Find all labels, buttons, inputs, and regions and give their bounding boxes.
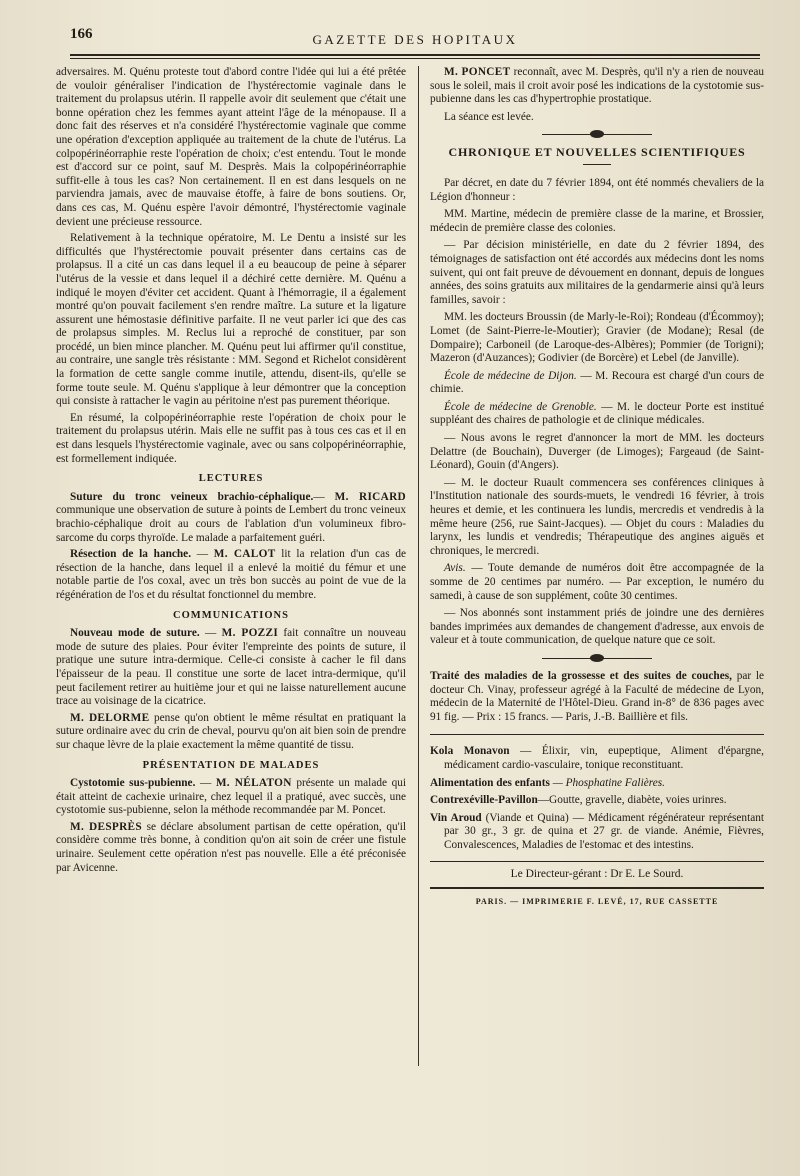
item-author: M. RICARD <box>334 490 406 503</box>
ad-text: (Viande et Quina) — Médicament régénérateur représentant par 30 gr., 3 gr. de quina et 27 gr. de viande. Anémie, Fièvres, Convalescences, Maladies de l'estomac et des intestins. <box>444 811 764 851</box>
book-text: par le docteur Ch. Vinay, professeur agrégé à la Faculté de médecine de Lyon, médecin de la Maternité de l'Hôtel-Dieu. Grand in-8° de 836 pages avec 91 fig. — Prix : 15 francs. — Paris, J.-B. Baillière et fils. <box>430 669 764 723</box>
printer-imprint: PARIS. — IMPRIMERIE F. LEVÉ, 17, RUE CASSETTE <box>475 897 719 907</box>
left-column <box>56 66 406 1156</box>
ad-text: — Phosphatine Falières. <box>552 776 665 789</box>
paragraph <box>430 66 764 107</box>
section-title-communications: COMMUNICATIONS <box>173 609 289 621</box>
item-heading: Résection de la hanche. <box>70 548 192 561</box>
ad-lead: Alimentation des enfants <box>430 776 550 789</box>
news-item <box>430 401 764 428</box>
item-heading: Cystotomie sus-pubienne. <box>70 777 196 790</box>
news-item: — Nous avons le regret d'annoncer la mort de MM. les docteurs Delattre (de Bouchain), Duverger (de Limoges); Fargeaud (de Saint-Léonard), Gouin (d'Angers). <box>430 432 764 472</box>
news-label: École de médecine de Dijon. <box>444 369 577 382</box>
header-rule <box>70 54 760 56</box>
news-item: Par décret, en date du 7 février 1894, ont été nommés chevaliers de la Légion d'honneur : <box>430 176 764 203</box>
ad-item <box>430 812 764 853</box>
item-text: lit la relation d'un cas de résection de la hanche, dans lequel il a enlevé la moitié du fémur et une notable partie de l'os coxal, avec un très bon succès au point de vue de la régénération de l'os et du résultat fonctionnel du membre. <box>56 548 406 601</box>
lecture-item: Suture du tronc veineux brachio-céphalique.— M. RICARD communique une observation de suture à points de Lembert du tronc veineux brachio-céphalique droit au cours de l'ablation d'un volumineux fibro-sarcome du corps thyroïde. Le malade a parfaitement guéri. <box>56 490 406 544</box>
ornament-divider <box>430 130 764 138</box>
section-title-lectures: LECTURES <box>198 473 264 485</box>
page-number: 166 <box>70 26 93 42</box>
news-item: MM. les docteurs Broussin (de Marly-le-Roi); Rondeau (d'Écommoy); Lomet (de Saint-Pierre-le-Moutier); Gravier (de Modane); Resal (de Dompaire); Carboneil (de Laroque-des-Albères); Pommier (de Torigni); Mazeron (d'Auzances); Godivier (de Borcère) et Lebel (de Janville). <box>430 311 764 365</box>
item-author: M. NÉLATON <box>215 777 292 790</box>
ad-text: — Élixir, vin, eupeptique, Aliment d'épargne, médicament cardio-vasculaire, tonique reconstituant. <box>444 745 764 771</box>
right-column <box>430 66 764 1156</box>
page-header <box>70 26 760 56</box>
news-item <box>430 562 764 603</box>
communication-item: Nouveau mode de suture. — M. POZZI fait connaître un nouveau mode de suture des plaies. Pour éviter l'empreinte des points de suture, il pratique une suture intra-dermique. Celle-ci consiste à cacher le fil dans l'épaisseur de la peau. Il constitue une sorte de lacet intra-dermique, qu'il peut facilement retirer au huitième jour et qui ne laisse naturellement aucune trace au voisinage de la cicatrice. <box>56 627 406 708</box>
seance-closing: La séance est levée. <box>444 110 534 123</box>
item-author: M. CALOT <box>213 548 276 561</box>
item-heading: Nouveau mode de suture. <box>70 627 200 640</box>
paragraph: Relativement à la technique opératoire, M. Le Dentu a insisté sur les difficultés que l'hystérectomie pouvait présenter dans certains cas de prolapsus. Il a cité un cas dans lequel il a eu beaucoup de peine à séparer l'utérus de la vessie et dans lequel il a déchiré cette dernière. M. Quénu a indiqué le moyen d'éviter cet accident. Quant à l'hémorragie, il a également montré qu'on pouvait facilement s'en rendre maître. La suture et la ligature assurent une hémostasie définitive parfaite. Il ne veut parler ici que des cas de prolapsus simples. M. Reclus lui a reproché de constituer, par son procédé, un bien mince plancher. M. Quénu peut lui affirmer qu'il constitue, au contraire, une sangle très résistante : MM. Segond et Richelot considèrent la formation de cette sangle comme inutile, attendu, disent-ils, qu'elle se forme toute seule. M. Quénu s'applique à leur démontrer que la conception qui consiste à rattacher le vagin au péritoine n'est pas purement théorique. <box>56 232 406 408</box>
communication-item <box>56 712 406 753</box>
item-text: fait connaître un nouveau mode de suture des plaies. Pour éviter l'empreinte des points de suture, il pratique une suture intra-dermique. Celle-ci consiste à cacher le fil dans l'épaisseur de la peau. Il constitue une sorte de lacet intra-dermique, qu'il peut facilement retirer au huitième jour et qui ne laisse naturellement aucune trace au voisinage de la cicatrice. <box>56 627 406 708</box>
news-text: — M. le docteur Porte est institué suppléant des chaires de pathologie et de clinique médicales. <box>430 400 764 427</box>
news-item: — Nos abonnés sont instamment priés de joindre une des dernières bandes imprimées aux demandes de changement d'adresse, aux envois de valeur et à toute communication, de quelque nature que ce soit. <box>430 607 764 647</box>
news-label: École de médecine de Grenoble. <box>444 400 597 413</box>
item-author: M. DESPRÈS <box>70 820 142 833</box>
director-signature: Le Directeur-gérant : Dr E. Le Sourd. <box>430 861 764 890</box>
ad-item <box>430 777 764 791</box>
news-text: — M. Recoura est chargé d'un cours de chimie. <box>430 369 764 396</box>
ad-lead: Vin Aroud <box>430 811 482 824</box>
item-author: M. POZZI <box>221 627 279 640</box>
ad-lead: Contrexéville-Pavillon <box>430 794 538 807</box>
item-text: présente un malade qui était atteint de cachexie urinaire, chez lequel il a pratiqué, avec succès, une cystotomie sus-pubienne, selon la méthode recommandée par M. Poncet. <box>56 777 406 817</box>
item-heading: Suture du tronc veineux brachio-céphalique. <box>70 490 314 503</box>
news-text: — Toute demande de numéros doit être accompagnée de la somme de 20 centimes par numéro. — Par exception, le numéro du samedi, à cause de son supplément, coûte 30 centimes. <box>430 562 764 602</box>
section-title-presentation: PRÉSENTATION DE MALADES <box>142 759 320 771</box>
presentation-item: Cystotomie sus-pubienne. — M. NÉLATON présente un malade qui était atteint de cachexie urinaire, chez lequel il a pratiqué, avec succès, une cystotomie sus-pubienne, selon la méthode recommandée par M. Poncet. <box>56 777 406 817</box>
item-author: M. DELORME <box>70 711 150 724</box>
short-rule <box>583 164 611 165</box>
item-text: communique une observation de suture à points de Lembert du tronc veineux brachio-céphalique droit au cours de l'ablation d'un volumineux fibro-sarcome du corps thyroïde. Le malade a parfaitement guéri. <box>56 504 406 544</box>
column-divider <box>418 66 419 1066</box>
ad-item <box>430 794 764 808</box>
advertisements <box>430 745 764 852</box>
lecture-item: Résection de la hanche. — M. CALOT lit la relation d'un cas de résection de la hanche, dans lequel il a enlevé la moitié du fémur et une notable partie de l'os coxal, avec un très bon succès au point de vue de la régénération de l'os et du résultat fonctionnel du membre. <box>56 548 406 601</box>
ad-text: —Goutte, gravelle, diabète, voies urinres. <box>537 794 727 807</box>
news-item: MM. Martine, médecin de première classe de la marine, et Brossier, médecin de première classe des colonies. <box>430 208 764 234</box>
paragraph: En résumé, la colpopérinéorraphie reste l'opération de choix pour le traitement du prolapsus utérin. Mais elle ne suffit pas à tous ces cas et il en est dans lesquels l'hystérectomie vaginale, avec ou sans colpopérinéorraphie, est formellement indiquée. <box>56 411 406 465</box>
news-label: Avis. <box>444 562 466 575</box>
item-author: M. PONCET <box>444 66 511 78</box>
news-item: — Par décision ministérielle, en date du 2 février 1894, des témoignages de satisfaction ont été accordés aux médecins dont les noms suivent, qui ont fait preuve de dévouement en donnant, depuis de longues années, des soins gratuits aux militaires de la gendarmerie ainsi qu'à leurs familles, savoir : <box>430 239 764 306</box>
book-notice <box>430 670 764 724</box>
presentation-item <box>56 821 406 875</box>
paragraph: adversaires. M. Quénu proteste tout d'abord contre l'idée qui lui a été prêtée de vouloir généraliser l'indication de l'hystérectomie vaginale dans le traitement du prolapsus utérin. Il rappelle avoir dit seulement que c'était une bonne opération chez les femmes ayant atteint l'âge de la ménopause. Il a donc fait des réserves et n'a considéré l'hystérectomie vaginale que comme une opération d'exception appliquée au traitement de la chute de l'utérus. La colpopérinéorraphie reste l'opération de choix; c'est entendu. Tout le monde est d'accord sur ce point, sauf M. Desprès. Mais la colpopérinéorraphie suffit-elle à tous les cas? Non certainement. Il en est dans lesquels on ne parviendra jamais, avec de mauvaise étoffe, à faire de bons soutiens. Or, dans ces cas, M. Quénu espère l'avoir démontré, l'hystérectomie vaginale devient une précieuse ressource. <box>56 66 406 228</box>
news-item: — M. le docteur Ruault commencera ses conférences cliniques à l'Institution nationale des sourds-muets, le vendredi 16 février, à trois heures et demie, et les continuera les lundis, mercredis et vendredis à la même heure (256, rue Saint-Jacques). — Objet du cours : Maladies du larynx, les lundis et vendredis; Thérapeutique des angines aiguës et chroniques, le mercredi. <box>430 476 764 557</box>
chronicle-title: CHRONIQUE ET NOUVELLES SCIENTIFIQUES <box>448 145 746 160</box>
book-title: Traité des maladies de la grossesse et des suites de couches, <box>430 669 732 682</box>
item-text: pense qu'on obtient le même résultat en pratiquant la suture ordinaire avec du crin de cheval, pourvu qu'on ait bien soin de prendre sur chaque lèvre de la plaie exactement la même quantité de tissu. <box>56 711 406 751</box>
news-item <box>430 370 764 397</box>
ornament-divider <box>430 654 764 662</box>
item-text: reconnaît, avec M. Desprès, qu'il n'y a rien de nouveau sous le soleil, mais il croit avoir posé les indications de la cystotomie sus-pubienne dans les cas d'hypertrophie prostatique. <box>430 66 764 106</box>
journal-title: GAZETTE DES HOPITAUX <box>312 32 518 47</box>
ad-item <box>430 745 764 772</box>
item-text: se déclare absolument partisan de cette opération, qu'il considère comme très bonne, à condition qu'on ait soin de créer une fistule urinaire. Seulement cette opération n'est pas nouvelle. Elle a été préconisée par Avicenne. <box>56 820 406 874</box>
rule <box>430 734 764 735</box>
ad-lead: Kola Monavon <box>430 745 510 758</box>
